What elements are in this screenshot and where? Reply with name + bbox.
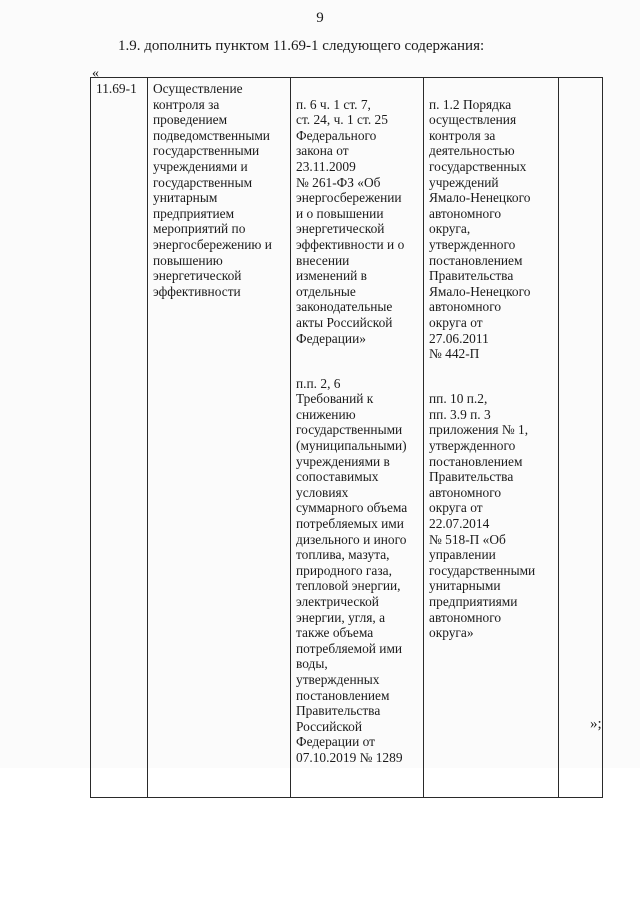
regional-act-enterprise-management: пп. 10 п.2, пп. 3.9 п. 3 приложения № 1, утвержденного постановлением Правительства автономного округа от 22.07.2014 № 518-П «Об управлении государственными унитарными предприятиями автономного округа» — [429, 391, 536, 641]
opening-quote: « — [92, 66, 99, 81]
item-number-cell: 11.69-1 — [91, 78, 148, 798]
page-number: 9 — [316, 10, 324, 26]
closing-quote: »; — [590, 716, 602, 732]
legal-basis-cell — [291, 78, 424, 798]
legal-basis-requirements: п.п. 2, 6 Требований к снижению государственными (муниципальными) учреждениями в сопоставимых условиях суммарного объема потребляемых ими дизельного и иного топлива, мазута, природного газа, тепловой энергии, электрической энергии, угля, а также объема потребляемой ими воды, утвержденных постановлением Правительства Российской Федерации от 07.10.2019 № 1289 — [296, 375, 408, 765]
extra-cell — [559, 78, 603, 798]
regional-acts-cell — [424, 78, 559, 798]
legal-basis-federal-law: п. 6 ч. 1 ст. 7, ст. 24, ч. 1 ст. 25 Федерального закона от 23.11.2009 № 261-ФЗ «Об энергосбережении и о повышении энергетической эффективности и о внесении изменений в отдельные законодательные акты Российской Федерации» — [296, 96, 405, 346]
table-row — [91, 78, 603, 798]
function-cell: Осуществление контроля за проведением подведомственными государственными учреждениями и государственным унитарным предприятием мероприятий по энергосбережению и повышению энергетической эффективности — [148, 78, 291, 798]
amendment-table — [90, 77, 603, 798]
amendment-intro: 1.9. дополнить пунктом 11.69-1 следующего содержания: — [118, 38, 485, 54]
regional-act-control-procedure: п. 1.2 Порядка осуществления контроля за деятельностью государственных учреждений Ямало-Ненецкого автономного округа, утвержденного постановлением Правительства Ямало-Ненецкого автономного округа от 27.06.2011 № 442-П — [429, 96, 531, 362]
